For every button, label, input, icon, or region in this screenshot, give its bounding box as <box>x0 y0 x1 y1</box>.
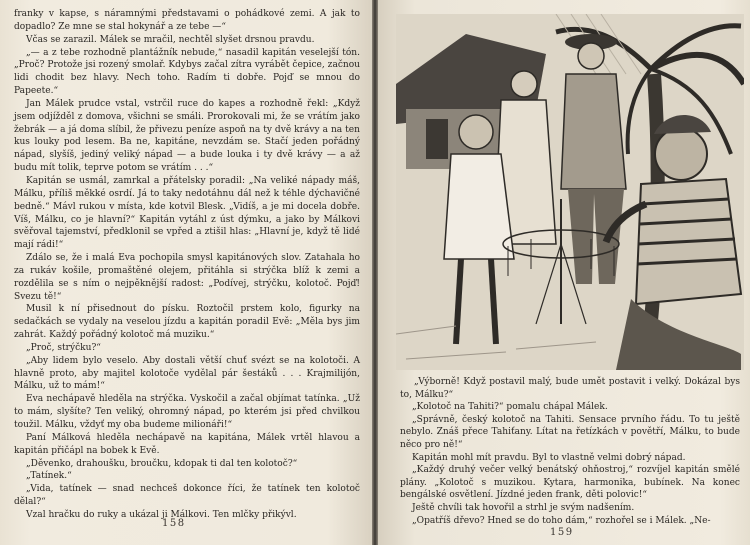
paragraph: Zdálo se, že i malá Eva pochopila smysl kapitánových slov. Zatahala ho za rukáv košile, promaštěné olejem, přitáhla si strýčka blíž k zemi a rozdělila se s ním o nejpěknější radost: „Podívej, strýčku, kolotoč. Pojď! Svezu tě!“ <box>14 253 360 302</box>
paragraph: „Výborně! Když postavil malý, bude umět postavit i velký. Dokázal bys to, Málku?“ <box>400 377 740 400</box>
paragraph: „— a z tebe rozhodně plantážník nebude,“ nasadil kapitán veselejší tón. „Proč? Protože jsi rozený smolař. Kdybys začal zítra vyrábět čepice, začnou lidi chodit bez hlavy. Nech toho. Radím ti dobře. Pojď se mnou do Papeete.“ <box>14 47 360 97</box>
right-page-text <box>400 376 740 527</box>
left-page <box>0 0 372 545</box>
paragraph: Paní Málková hleděla nechápavě na kapitána, Málek vrtěl hlavou a kapitán přičápl na bobek k Evě. <box>14 432 360 456</box>
paragraph: Ještě chvíli tak hovořil a strhl je svým nadšením. <box>412 502 635 513</box>
paragraph: Vzal hračku do ruky a ukázal ji Málkovi. Ten mlčky přikývl. <box>26 509 297 520</box>
paragraph: „Každý druhý večer velký benátský ohňostroj,“ rozvíjel kapitán smělé plány. „Kolotoč s muzikou. Kytara, harmonika, bubínek. Na konec bengálské osvětlení. Jízdné jeden frank, děti polovic!“ <box>400 465 740 501</box>
paragraph: „Vida, tatínek — snad nechceš dokonce říci, že tatínek ten kolotoč dělal?“ <box>14 484 360 508</box>
paragraph: Kapitán se usmál, zamrkal a přátelsky poradil: „Na veliké nápady máš, Málku, příliš měkké osrdí. Já to taky nedotáhnu dál než k téhle dýchavičné bedně.“ Mávl rukou v místa, kde kotvil Blesk. „Vidíš, a je mi docela dobře. Víš, Málku, co je hlavní?“ Kapitán vytáhl z úst dýmku, a jako by Málkovi svěřoval tajemství, předklonil se vpřed a ztišil hlas: „Hlavní je, když tě lidé mají rádi!“ <box>14 175 360 251</box>
page-number: 158 <box>162 518 186 529</box>
paragraph: Včas se zarazil. Málek se mračil, nechtěl slyšet drsnou pravdu. <box>26 34 315 45</box>
paragraph: „Děvenko, drahoušku, broučku, kdopak ti dal ten kolotoč?“ <box>26 458 298 469</box>
paragraph: Jan Málek prudce vstal, vstrčil ruce do kapes a rozhodně řekl: „Když jsem odjížděl z domova, všichni se smáli. Prorokovali mi, že se vrátím jako žebrák — a já doma slíbil, že přivezu peníze aspoň na ty dvě krávy a na ten kus louky pod lesem. Ba ne, kapitáne, nevzdám se. Stačí jeden pořádný nápad, slyšíš, jediný veliký nápad — a bude louka i ty dvě krávy — a až budu mít tolik, teprve potom se vrátím . . .“ <box>14 98 360 174</box>
left-page-text <box>14 8 360 522</box>
illustration-children-carousel <box>396 14 744 370</box>
paragraph: Musil k ní přisednout do písku. Roztočil prstem kolo, figurky na sedačkách se vydaly na veselou jízdu a kapitán poradil Evě: „Měla bys jim zahrát. Každý pořádný kolotoč má muziku.“ <box>14 304 360 341</box>
paragraph: Kapitán mohl mít pravdu. Byl to vlastně velmi dobrý nápad. <box>412 452 686 463</box>
paragraph: „Opatříš dřevo? Hned se do toho dám,“ rozhořel se i Málek. „Ne- <box>412 515 711 526</box>
paragraph: „Správně, český kolotoč na Tahiti. Sensace prvního řádu. To tu ještě nebylo. Znáš přece Tahiťany. Lítat na řetízkách v povětří, Málku, to bude něco pro ně!“ <box>400 414 740 450</box>
paragraph: „Kolotoč na Tahiti?“ pomalu chápal Málek. <box>412 402 608 413</box>
paragraph: „Proč, strýčku?“ <box>26 342 101 353</box>
illustration-drawing <box>396 14 744 370</box>
paragraph: „Tatínek.“ <box>26 471 72 482</box>
paragraph: „Aby lidem bylo veselo. Aby dostali větší chuť svézt se na kolotoči. A hlavně proto, aby majitel kolotoče vydělal pár šestáků . . . Krajmilijón, Málku, už to mám!“ <box>14 355 360 392</box>
paragraph: franky v kapse, s náramnými představami o pohádkové zemi. A jak to dopadlo? Ze mne se stal hokynář a ze tebe —“ <box>14 9 360 32</box>
page-number: 159 <box>550 527 574 538</box>
right-page <box>378 0 750 545</box>
paragraph: Eva nechápavě hleděla na strýčka. Vyskočil a začal objímat tatínka. „Už to mám, slyšíte? Ten veliký, ohromný nápad, po kterém jsi před chvilkou toužil. Málku, vždyť my oba budeme milionáři!“ <box>14 394 360 430</box>
